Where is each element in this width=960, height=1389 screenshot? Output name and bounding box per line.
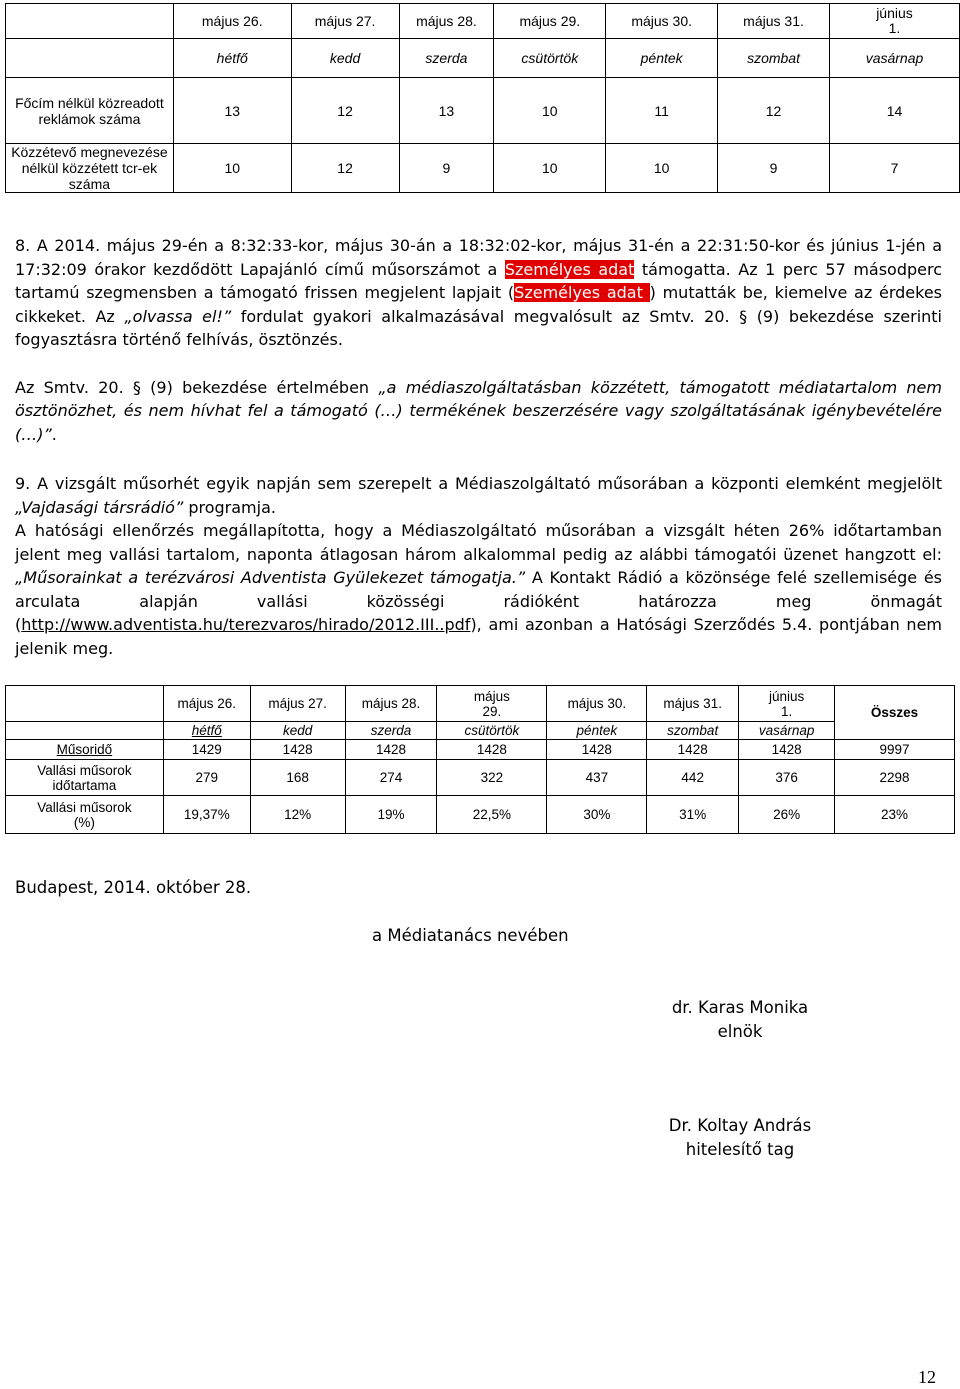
signer-role: elnök (717, 1022, 763, 1041)
table-cell: 22,5% (437, 796, 547, 834)
weekday: péntek (606, 39, 718, 78)
weekday: csütörtök (437, 722, 547, 740)
section-9-paragraph-1: 9. A vizsgált műsorhét egyik napján sem szerepelt a Médiaszolgáltató műsorában a központi elemként megjelölt „Vajdasági társrádió” programja. (15, 474, 942, 517)
table-header-row (6, 4, 960, 39)
table-row (6, 796, 955, 834)
day-header: május 28. (399, 4, 494, 39)
table-cell: 376 (739, 760, 835, 796)
table-cell: 10 (494, 144, 606, 193)
row-label: Műsoridő (6, 740, 164, 760)
on-behalf: a Médiatanács nevében (372, 926, 569, 945)
daily-counts-table (5, 3, 960, 193)
table-cell: 10 (494, 78, 606, 144)
table-cell: 14 (829, 78, 959, 144)
table-cell: 9 (718, 144, 830, 193)
table-cell: 1428 (739, 740, 835, 760)
row-label: Főcím nélkül közreadott reklámok száma (6, 78, 174, 144)
table-cell: 13 (173, 78, 291, 144)
table-cell: 274 (345, 760, 437, 796)
day-header: május 31. (718, 4, 830, 39)
redacted-personal-data: Személyes adat (504, 259, 635, 279)
signer-role: hitelesítő tag (685, 1140, 795, 1159)
table-row (6, 144, 960, 193)
table-cell: 11 (606, 78, 718, 144)
weekday: szombat (718, 39, 830, 78)
day-header: május 27. (250, 686, 345, 722)
signer-name: dr. Karas Monika (671, 998, 809, 1017)
weekday: péntek (547, 722, 647, 740)
table-cell: 19% (345, 796, 437, 834)
table-cell: 13 (399, 78, 494, 144)
table-cell: 322 (437, 760, 547, 796)
table-row (6, 760, 955, 796)
religious-content-table (5, 685, 955, 834)
table-cell: 12 (291, 78, 399, 144)
section-8-paragraph-2: Az Smtv. 20. § (9) bekezdése értelmében „a médiaszolgáltatásban közzétett, támogatott médiatartalom nem ösztönözhet, és nem hívhat fel a támogató (…) termékének beszerzésére vagy szolgáltatásának igénybevételére (…)”. (15, 377, 942, 444)
redacted-personal-data: Személyes adat (514, 283, 650, 302)
weekday: kedd (291, 39, 399, 78)
day-header: május 31. (647, 686, 739, 722)
table-row (6, 78, 960, 144)
row-label: Vallási műsorok (%) (6, 796, 164, 834)
table-cell: 1428 (547, 740, 647, 760)
table-cell: 1428 (250, 740, 345, 760)
total-cell: 9997 (835, 740, 955, 760)
table-cell: 26% (739, 796, 835, 834)
day-header: május 29. (494, 4, 606, 39)
table-cell: 279 (163, 760, 250, 796)
table-cell: 1429 (163, 740, 250, 760)
day-header: május 29. (437, 686, 547, 722)
table-header-row (6, 686, 955, 722)
day-header: május 26. (173, 4, 291, 39)
section-8 (15, 234, 942, 446)
table-cell: 1428 (345, 740, 437, 760)
total-cell: 2298 (835, 760, 955, 796)
weekday-row (6, 39, 960, 78)
section-8-paragraph-1: 8. A 2014. május 29-én a 8:32:33-kor, május 30-án a 18:32:02-kor, május 31-én a 22:31:50-kor és június 1-jén a 17:32:09 órakor kezdődött Lapajánló című műsorszámot a Személyes adat támogatta. Az 1 perc 57 másodperc tartamú szegmensben a támogató frissen megjelent lapjait (Személyes adat ) mutatták be, kiemelve az érdekes cikkeket. Az „olvassa el!” fordulat gyakori alkalmazásával megvalósult az Smtv. 20. § (9) bekezdése szerinti fogyasztásra történő felhívás, ösztönzés. (15, 236, 943, 349)
table-cell: 9 (399, 144, 494, 193)
day-header: május 27. (291, 4, 399, 39)
weekday-row (6, 722, 955, 740)
day-header: május 26. (163, 686, 250, 722)
row-label: Közzétevő megnevezése nélkül közzétett tcr-ek száma (6, 144, 174, 193)
day-header: május 30. (606, 4, 718, 39)
weekday: vasárnap (739, 722, 835, 740)
day-header: június 1. (829, 4, 959, 39)
table-cell: 12 (291, 144, 399, 193)
table-cell: 442 (647, 760, 739, 796)
total-cell: 23% (835, 796, 955, 834)
page-number: 12 (918, 1367, 936, 1387)
total-header: Összes (835, 686, 955, 740)
table-cell: 10 (173, 144, 291, 193)
section-9-paragraph-2: A hatósági ellenőrzés megállapította, hogy a Médiaszolgáltató műsorában a vizsgált héten 26% időtartamban jelent meg vallási tartalom, naponta átlagosan három alkalommal pedig az alábbi támogatói üzenet hangzott el: „Műsorainkat a terézvárosi Adventista Gyülekezet támogatja.” A Kontakt Rádió a közönsége felé szellemisége és arculata alapján vallási közösségi rádióként határozza meg önmagát (http://www.adventista.hu/terezvaros/hirado/2012.III..pdf), ami azonban a Hatósági Szerződés 5.4. pontjában nem jelenik meg. (15, 521, 942, 658)
table-cell: 437 (547, 760, 647, 796)
table-cell: 12% (250, 796, 345, 834)
table-cell: 31% (647, 796, 739, 834)
weekday: vasárnap (829, 39, 959, 78)
signature-block-1 (640, 996, 840, 1044)
table-row (6, 740, 955, 760)
table-cell: 1428 (647, 740, 739, 760)
section-9 (15, 472, 942, 660)
weekday: kedd (250, 722, 345, 740)
row-label: Vallási műsorok időtartama (6, 760, 164, 796)
weekday: szombat (647, 722, 739, 740)
weekday: hétfő (173, 39, 291, 78)
table-cell: 10 (606, 144, 718, 193)
weekday: csütörtök (494, 39, 606, 78)
day-header: június 1. (739, 686, 835, 722)
table-cell: 7 (829, 144, 959, 193)
place-date: Budapest, 2014. október 28. (15, 878, 252, 897)
table-cell: 12 (718, 78, 830, 144)
table-cell: 19,37% (163, 796, 250, 834)
table-cell: 168 (250, 760, 345, 796)
table-cell: 1428 (437, 740, 547, 760)
table-cell: 30% (547, 796, 647, 834)
day-header: május 30. (547, 686, 647, 722)
signature-block-2 (640, 1114, 840, 1162)
weekday: szerda (399, 39, 494, 78)
signer-name: Dr. Koltay András (668, 1116, 812, 1135)
source-link[interactable]: http://www.adventista.hu/terezvaros/hirado/2012.III..pdf (21, 615, 471, 634)
weekday: hétfő (163, 722, 250, 740)
day-header: május 28. (345, 686, 437, 722)
weekday: szerda (345, 722, 437, 740)
